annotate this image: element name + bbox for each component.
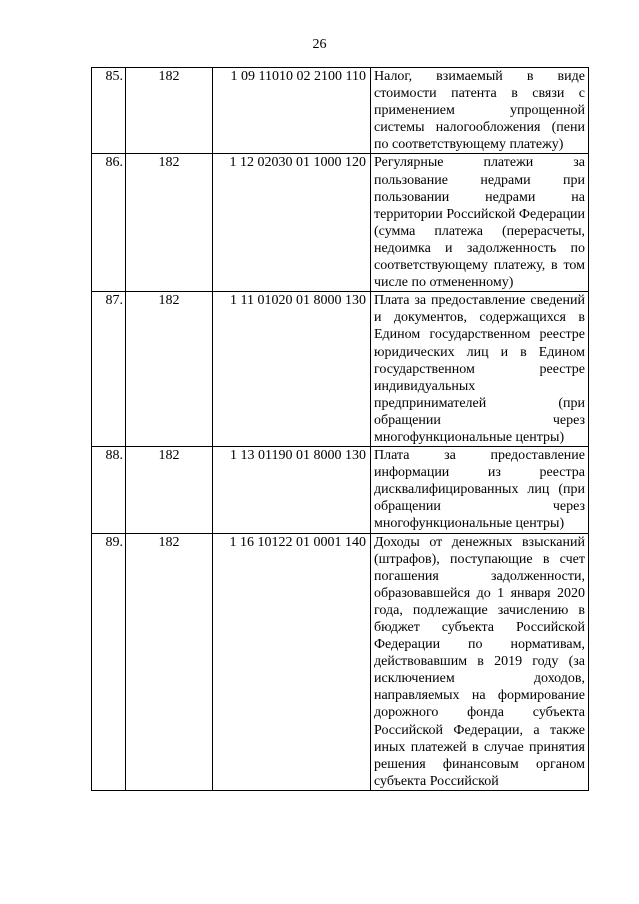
row-number-cell: 89.	[92, 533, 126, 790]
row-number-cell: 87.	[92, 292, 126, 447]
revenue-name-cell: Доходы от денежных взысканий (штрафов), поступающие в счет погашения задолженности, образовавшейся до 1 января 2020 года, подлежащие зачислению в бюджет субъекта Российской Федерации по нормативам, действовавшим в 2019 году (за исключением доходов, направляемых на формирование дорожного фонда субъекта Российской Федерации, а также иных платежей в случае принятия решения финансовым органом субъекта Российской	[371, 533, 589, 790]
page-number: 26	[312, 37, 327, 52]
revenue-name-cell: Плата за предоставление информации из реестра дисквалифицированных лиц (при обращении через многофункциональные центры)	[371, 447, 589, 533]
row-number-cell: 88.	[92, 447, 126, 533]
row-number-cell: 86.	[92, 154, 126, 292]
budget-classification-code-cell: 1 12 02030 01 1000 120	[213, 154, 371, 292]
table-row	[92, 154, 589, 292]
budget-classification-code-cell: 1 16 10122 01 0001 140	[213, 533, 371, 790]
budget-classification-code-cell: 1 09 11010 02 2100 110	[213, 68, 371, 154]
revenue-name-cell: Регулярные платежи за пользование недрами при пользовании недрами на территории Российской Федерации (сумма платежа (перерасчеты, недоимка и задолженность по соответствующему платежу, в том числе по отмененному)	[371, 154, 589, 292]
revenue-name-cell: Налог, взимаемый в виде стоимости патента в связи с применением упрощенной системы налогообложения (пени по соответствующему платежу)	[371, 68, 589, 154]
administrator-code-cell: 182	[126, 533, 213, 790]
revenue-codes-table	[91, 67, 589, 791]
administrator-code-cell: 182	[126, 447, 213, 533]
administrator-code-cell: 182	[126, 68, 213, 154]
budget-classification-code-cell: 1 13 01190 01 8000 130	[213, 447, 371, 533]
table-row	[92, 447, 589, 533]
row-number-cell: 85.	[92, 68, 126, 154]
table-row	[92, 533, 589, 790]
table-row	[92, 68, 589, 154]
administrator-code-cell: 182	[126, 154, 213, 292]
table-row	[92, 292, 589, 447]
administrator-code-cell: 182	[126, 292, 213, 447]
revenue-name-cell: Плата за предоставление сведений и документов, содержащихся в Едином государственном реестре юридических лиц и в Едином государственном реестре индивидуальных предпринимателей (при обращении через многофункциональные центры)	[371, 292, 589, 447]
budget-classification-code-cell: 1 11 01020 01 8000 130	[213, 292, 371, 447]
